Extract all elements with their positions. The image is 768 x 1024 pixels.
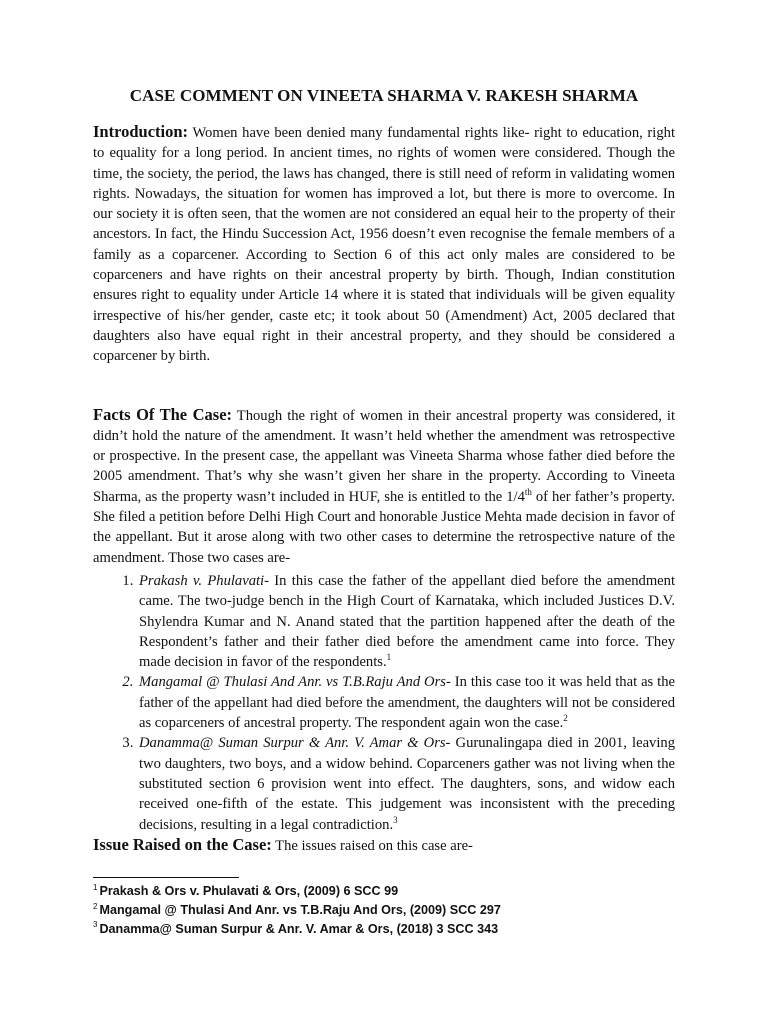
cases-list [93,571,675,835]
facts-text-part1: Though the right of women in their ancestral property was considered, it didn’t hold the nature of the amendment. It wasn’t held whether the amendment was retrospective or prospective. In the present case, the appellant was Vineeta Sharma whose father died before the 2005 amendment. That’s why she wasn’t given her share in the property. According to Vineeta Sharma, as the property wasn’t included in HUF, she is entitled to the 1/4 [93,407,675,505]
list-item [137,571,675,672]
issue-text: The issues raised on this case are- [271,837,473,854]
case-name: Danamma@ Suman Surpur & Anr. V. Amar & Ors- [139,735,451,752]
footnote-number: 1 [93,882,98,892]
footnote-number: 2 [93,901,98,911]
issue-heading: Issue Raised on the Case: [93,834,272,854]
case-text: In this case the father of the appellant died before the amendment came. The two-judge bench in the High Court of Karnataka, which included Justices D.V. Shylendra Kumar and N. Anand stated that the partition happened after the death of the Respondent’s father and their father died before the amendment came into force. They made decision in favor of the respondents. [139,572,675,671]
footnote-separator [93,877,239,878]
footnote-text: Prakash & Ors v. Phulavati & Ors, (2009) 6 SCC 99 [99,884,399,898]
issue-paragraph [93,835,675,856]
facts-text-part2: of her father’s property. She filed a petition before Delhi High Court and honorable Justice Mehta made decision in favor of the appellant. But it arose along with two other cases to determine the retrospective nature of the amendment. Those two cases are- [93,488,675,566]
footnote-item [93,882,501,901]
facts-superscript: th [524,486,532,497]
document-title: CASE COMMENT ON VINEETA SHARMA V. RAKESH SHARMA [129,86,639,105]
case-text: In this case too it was held that as the father of the appellant had died before the amendment, the daughters will not be considered as coparceners of ancestral property. The respondent again won the case. [139,674,675,732]
footnote-item [93,920,501,939]
case-name: Mangamal @ Thulasi And Anr. vs T.B.Raju And Ors- [139,674,451,691]
case-name: Prakash v. Phulavati- [139,572,269,589]
introduction-heading: Introduction: [93,122,189,141]
footnote-text: Mangamal @ Thulasi And Anr. vs T.B.Raju And Ors, (2009) SCC 297 [99,902,501,917]
footnote-item [93,901,501,920]
facts-heading: Facts Of The Case: [93,404,233,424]
footnote-reference[interactable]: 2 [563,713,568,724]
list-item [137,672,675,733]
list-item [137,733,675,834]
footnotes [93,882,501,938]
case-text: Gurunalingapa died in 2001, leaving two daughters, two boys, and a widow behind. Coparceners gather was not living when the substituted section 6 provision went into effect. The daughters, sons, and widow each received one-fifth of the estate. This judgement was inconsistent with the preceding decisions, resulting in a legal contradiction. [139,735,676,833]
section-spacer [93,367,675,405]
introduction-paragraph [93,122,675,367]
footnote-text: Danamma@ Suman Surpur & Anr. V. Amar & Ors, (2018) 3 SCC 343 [99,921,499,936]
footnote-reference[interactable]: 1 [386,652,392,663]
introduction-text: Women have been denied many fundamental rights like- right to education, right to equality for a long period. In ancient times, no rights of women were considered. Though the time, the society, the period, the laws has changed, there is still need of reform in validating women rights. Nowadays, the situation for women has improved a lot, but there is more to overcome. In our society it is often seen, that the women are not considered an equal heir to the property of their ancestors. In fact, the Hindu Succession Act, 1956 doesn’t even recognise the female members of a family as a coparcener. According to Section 6 of this act only males are considered to be coparceners and have rights on their ancestral property by birth. Though, Indian constitution ensures right to equality under Article 14 where it is stated that individuals will be given equality irrespective of his/her gender, caste etc; it took about 50 (Amendment) Act, 2005 declared that daughters also have equal right in their ancestral property, and they should be considered a coparcener by birth. [93,125,675,365]
footnote-number: 3 [93,920,98,930]
facts-paragraph [93,405,675,568]
footnote-reference[interactable]: 3 [393,814,398,825]
